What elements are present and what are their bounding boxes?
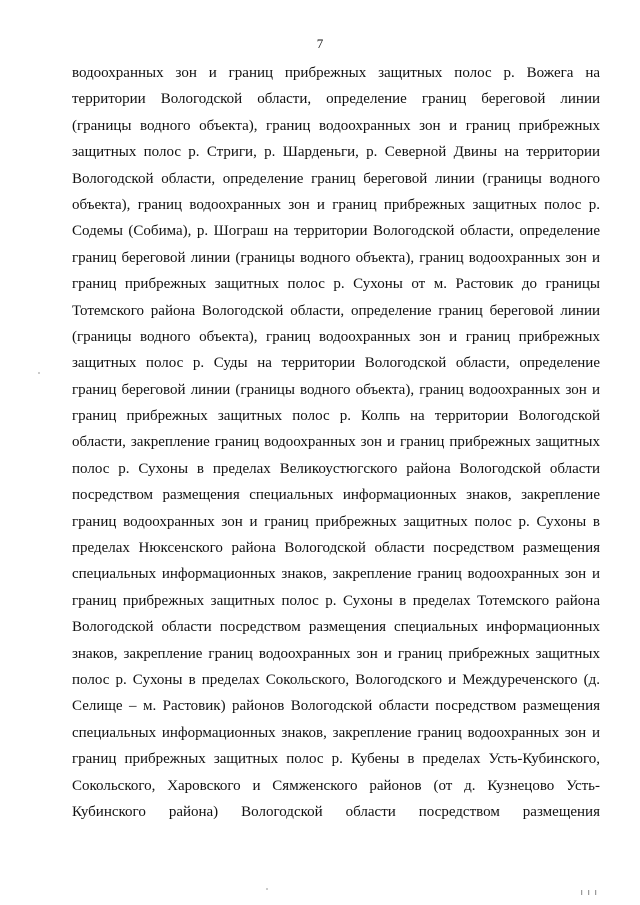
footer-mark: ı ı ı [580, 887, 598, 897]
scan-speck [266, 888, 268, 890]
text-line: полос р. Сухоны в пределах Великоустюгского района Вологодской области [72, 460, 600, 477]
text-line: границ прибрежных защитных полос р. Колпь на территории Вологодской [72, 408, 600, 425]
text-line: Тотемского района Вологодской области, определение границ береговой линии [72, 302, 600, 319]
body-text [72, 60, 600, 825]
text-line: Вологодской области посредством размещения специальных информационных [72, 619, 600, 636]
scan-speck [38, 372, 40, 374]
text-line: Содемы (Собима), р. Шограш на территории Вологодской области, определение [72, 223, 600, 240]
text-line: полос р. Сухоны в пределах Сокольского, Вологодского и Междуреченского (д. [72, 671, 600, 688]
text-line: границ водоохранных зон и границ прибрежных защитных полос р. Сухоны в [72, 513, 600, 530]
page-number: 7 [316, 36, 324, 51]
text-line: границ береговой линии (границы водного объекта), границ водоохранных зон и [72, 381, 600, 398]
text-line: водоохранных зон и границ прибрежных защитных полос р. Вожега на [72, 65, 600, 81]
text-line: (границы водного объекта), границ водоохранных зон и границ прибрежных [72, 117, 600, 134]
text-line: Селище – м. Растовик) районов Вологодской области посредством размещения [72, 698, 600, 715]
text-line: специальных информационных знаков, закрепление границ водоохранных зон и [72, 724, 600, 741]
text-line: территории Вологодской области, определение границ береговой линии [72, 91, 600, 108]
text-line: специальных информационных знаков, закрепление границ водоохранных зон и [72, 566, 600, 583]
text-line: области, закрепление границ водоохранных зон и границ прибрежных защитных [72, 434, 600, 451]
text-line: (границы водного объекта), границ водоохранных зон и границ прибрежных [72, 328, 600, 345]
text-line: объекта), границ водоохранных зон и границ прибрежных защитных полос р. [72, 196, 600, 213]
text-line: Вологодской области, определение границ береговой линии (границы водного [72, 170, 600, 187]
text-line: границ прибрежных защитных полос р. Кубены в пределах Усть-Кубинского, [72, 751, 600, 768]
text-line: знаков, закрепление границ водоохранных зон и границ прибрежных защитных [72, 645, 600, 662]
text-line: посредством размещения специальных информационных знаков, закрепление [72, 487, 600, 504]
text-line: Кубинского района) Вологодской области посредством размещения [72, 803, 600, 820]
text-line: границ береговой линии (границы водного объекта), границ водоохранных зон и [72, 249, 600, 266]
text-line: защитных полос р. Стриги, р. Шарденьги, р. Северной Двины на территории [72, 144, 600, 161]
text-line: Сокольского, Харовского и Сямженского районов (от д. Кузнецово Усть- [72, 777, 600, 794]
text-line: границ прибрежных защитных полос р. Сухоны в пределах Тотемского района [72, 592, 600, 609]
text-line: пределах Нюксенского района Вологодской области посредством размещения [72, 540, 600, 557]
text-line: границ прибрежных защитных полос р. Сухоны от м. Растовик до границы [72, 276, 600, 293]
text-line: защитных полос р. Суды на территории Вологодской области, определение [72, 355, 600, 372]
